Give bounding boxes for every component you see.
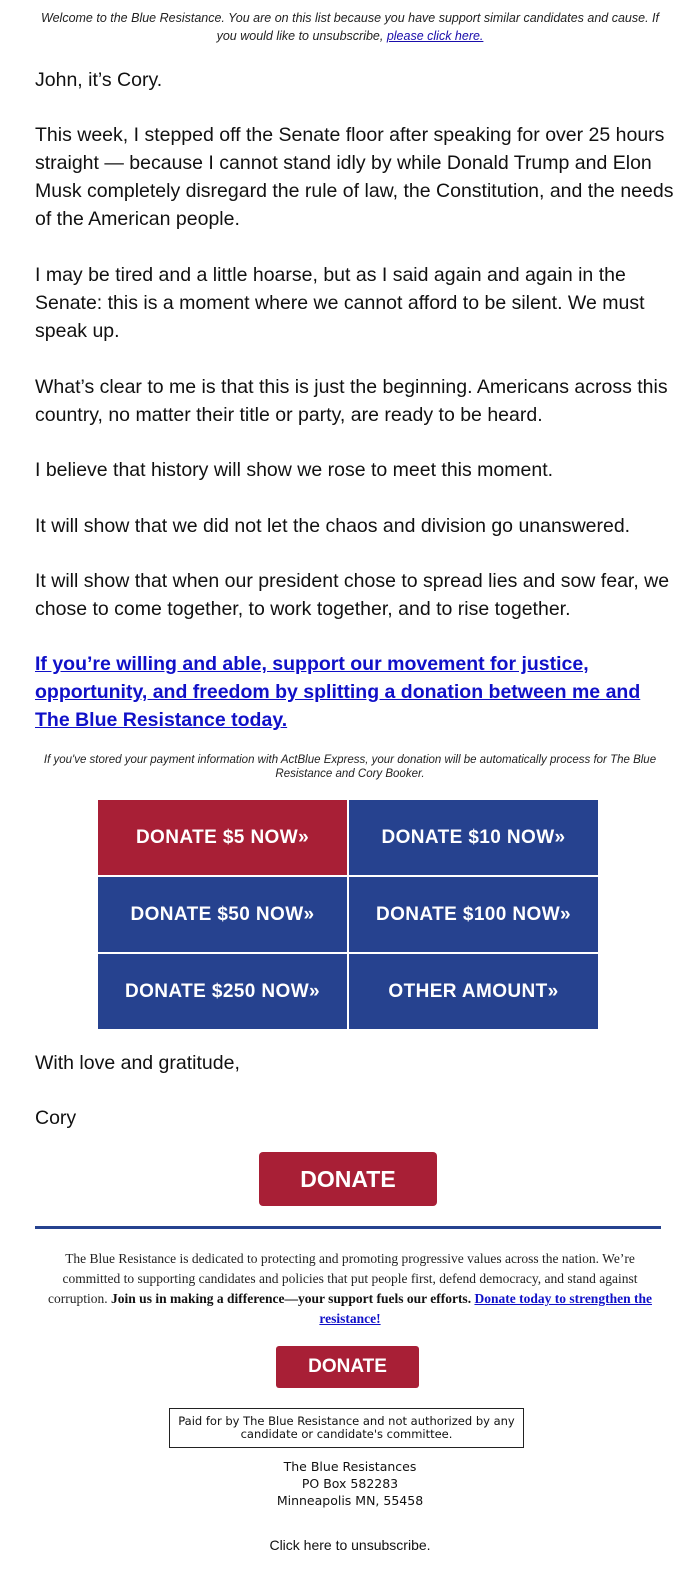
footer-donate-link[interactable]: Donate today to strengthen the resistance! — [319, 1291, 652, 1326]
donate-10-button[interactable]: DONATE $10 NOW» — [349, 800, 598, 875]
paragraph-6: It will show that when our president chose to spread lies and sow fear, we chose to come together, to work together, and to rise together. — [35, 570, 670, 620]
donate-5-button[interactable]: DONATE $5 NOW» — [98, 800, 347, 875]
footer-description — [35, 1249, 665, 1329]
paragraph-1: This week, I stepped off the Senate floor after speaking for over 25 hours straight — because I cannot stand idly by while Donald Trump and Elon Musk completely disregard the rule of law, the Constitution, and the needs of the American people. — [35, 124, 674, 230]
signature-name: Cory — [35, 1107, 77, 1129]
closing: With love and gratitude, — [35, 1052, 240, 1074]
po-box: PO Box 582283 — [301, 1476, 399, 1491]
preheader-unsubscribe-link[interactable]: please click here. — [386, 29, 484, 43]
city-address: Minneapolis MN, 55458 — [276, 1493, 424, 1508]
paragraph-3: What’s clear to me is that this is just the beginning. Americans across this country, no matter their title or party, are ready to be heard. — [35, 376, 668, 426]
other-amount-button[interactable]: OTHER AMOUNT» — [349, 954, 598, 1029]
donation-cta-link[interactable]: If you’re willing and able, support our movement for justice, opportunity, and freedom by splitting a donation between me and The Blue Resistance today. — [35, 653, 641, 731]
paragraph-4: I believe that history will show we rose to meet this moment. — [35, 459, 554, 481]
preheader — [40, 9, 660, 45]
donate-grid — [98, 800, 598, 1028]
actblue-note: If you've stored your payment information with ActBlue Express, your donation will be automatically process for The Blue Resistance and Cory Booker. — [43, 754, 657, 780]
donate-button[interactable]: DONATE — [259, 1152, 437, 1206]
footer-divider — [35, 1226, 661, 1229]
org-name: The Blue Resistances — [283, 1459, 417, 1474]
unsubscribe-link[interactable]: Click here to unsubscribe. — [269, 1537, 431, 1553]
preheader-text: Welcome to the Blue Resistance. You are on this list because you have support similar candidates and cause. If you would like to unsubscribe, — [41, 11, 659, 43]
footer-text: The Blue Resistance is dedicated to protecting and promoting progressive values across the nation. We’re committed to supporting candidates and policies that put people first, defend democracy, and stand against corruption. — [48, 1251, 638, 1306]
greeting: John, it’s Cory. — [35, 69, 163, 91]
donate-250-button[interactable]: DONATE $250 NOW» — [98, 954, 347, 1029]
donate-100-button[interactable]: DONATE $100 NOW» — [349, 877, 598, 952]
donate-50-button[interactable]: DONATE $50 NOW» — [98, 877, 347, 952]
footer-bold-text: Join us in making a difference—your support fuels our efforts. — [111, 1291, 472, 1306]
paragraph-2: I may be tired and a little hoarse, but as I said again and again in the Senate: this is a moment where we cannot afford to be silent. We must speak up. — [35, 264, 645, 342]
paid-for-text: Paid for by The Blue Resistance and not authorized by any candidate or candidate's committee. — [178, 1414, 515, 1441]
footer-donate-button[interactable]: DONATE — [276, 1346, 419, 1388]
paragraph-5: It will show that we did not let the chaos and division go unanswered. — [35, 515, 631, 537]
paid-for-disclaimer — [169, 1408, 524, 1448]
